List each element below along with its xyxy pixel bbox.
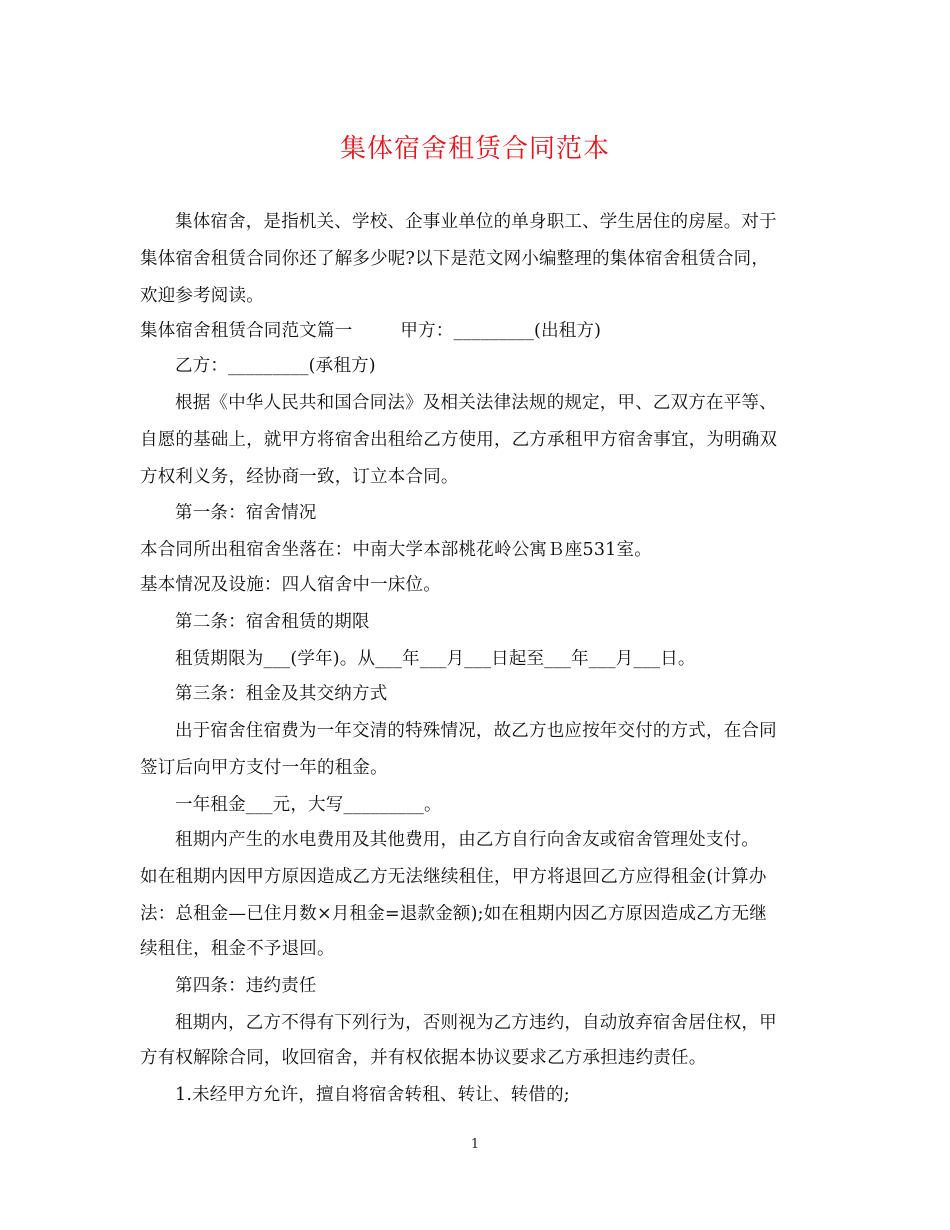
paragraph-line: 续租住，租金不予退回。 [140,939,335,959]
paragraph-line: 基本情况及设施：四人宿舍中一床位。 [140,575,441,595]
paragraph-line: 集体宿舍，是指机关、学校、企事业单位的单身职工、学生居住的房屋。对于 [175,212,777,232]
clause-heading: 第三条：租金及其交纳方式 [175,684,388,704]
paragraph-line: 签订后向甲方支付一年的租金。 [140,758,388,778]
section-heading-line [140,318,820,344]
paragraph-line: 出于宿舍住宿费为一年交清的特殊情况，故乙方也应按年交付的方式，在合同 [175,721,777,741]
paragraph-line: 法：总租金—已住月数×月租金=退款金额);如在租期内因乙方原因造成乙方无继 [140,904,767,924]
section-heading: 集体宿舍租赁合同范文篇一 [140,321,353,341]
clause-heading: 第四条：违约责任 [175,976,317,996]
party-a-line: 甲方：_________(出租方) [400,321,602,341]
paragraph-line: 根据《中华人民共和国合同法》及相关法律法规的规定，甲、乙双方在平等、 [175,393,777,413]
paragraph-line: 方有权解除合同，收回宿舍，并有权依据本协议要求乙方承担违约责任。 [140,1048,707,1068]
paragraph-line: 如在租期内因甲方原因造成乙方无法继续租住，甲方将退回乙方应得租金(计算办 [140,867,767,887]
document-title: 集体宿舍租赁合同范本 [339,134,610,164]
paragraph-line: 集体宿舍租赁合同你还了解多少呢?以下是范文网小编整理的集体宿舍租赁合同， [140,249,770,269]
clause-heading: 第一条：宿舍情况 [175,503,317,523]
paragraph-line: 本合同所出租宿舍坐落在：中南大学本部桃花岭公寓Ｂ座531室。 [140,540,652,560]
list-item: 1.未经甲方允许，擅自将宿舍转租、转让、转借的; [175,1085,570,1105]
clause-heading: 第二条：宿舍租赁的期限 [175,612,370,632]
paragraph-line: 自愿的基础上，就甲方将宿舍出租给乙方使用，乙方承租甲方宿舍事宜，为明确双 [140,430,778,450]
paragraph-line: 方权利义务，经协商一致，订立本合同。 [140,467,459,487]
page-number: 1 [470,1137,480,1152]
paragraph-line: 租期内，乙方不得有下列行为，否则视为乙方违约，自动放弃宿舍居住权，甲 [175,1013,777,1033]
party-b-line: 乙方：_________(承租方) [175,356,376,376]
paragraph-line: 欢迎参考阅读。 [140,286,264,306]
paragraph-line: 一年租金___元，大写_________。 [175,795,442,815]
paragraph-line: 租期内产生的水电费用及其他费用，由乙方自行向舍友或宿舍管理处支付。 [175,830,760,850]
paragraph-line: 租赁期限为___(学年)。从___年___月___日起至___年___月___日。 [175,649,696,669]
